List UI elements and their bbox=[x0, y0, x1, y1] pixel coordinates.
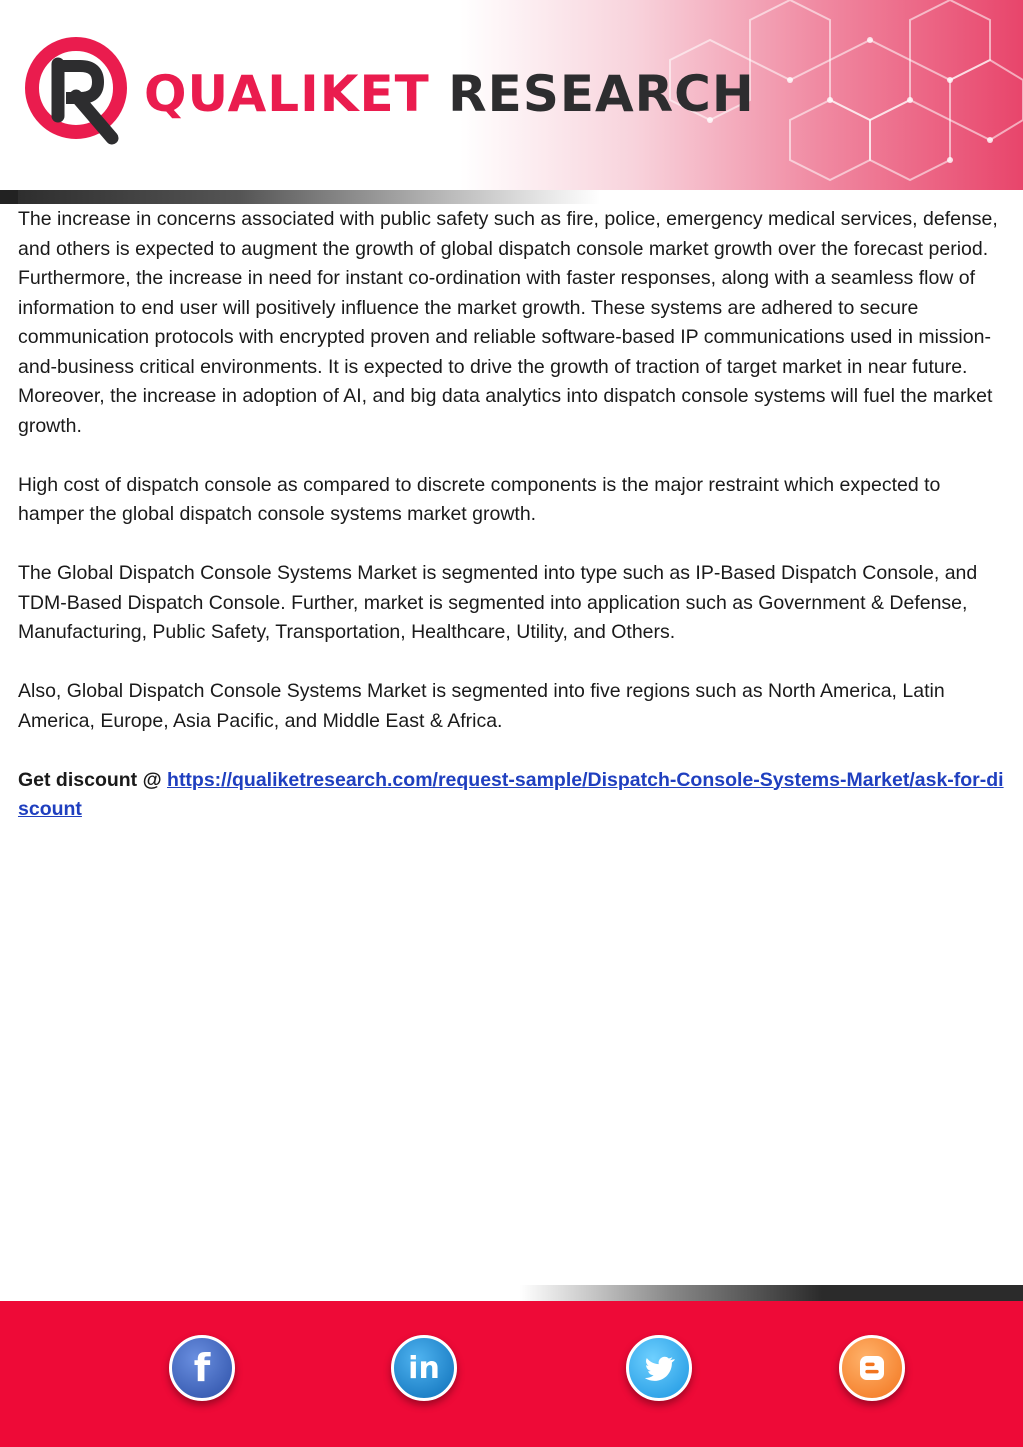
discount-call-to-action bbox=[18, 766, 1008, 825]
brand-name bbox=[144, 64, 755, 124]
header-divider bbox=[0, 190, 600, 204]
header-divider-accent bbox=[0, 190, 18, 204]
page-header bbox=[0, 0, 1023, 190]
paragraph-market-drivers: The increase in concerns associated with public safety such as fire, police, emergency medical services, defense, and others is expected to augment the growth of global dispatch console market growth over the forecast period. Furthermore, the increase in need for instant co-ordination with faster responses, along with a seamless flow of information to end user will positively influence the market growth. These systems are adhered to secure communication protocols with encrypted proven and reliable software-based IP communications used in mission-and-business critical environments. It is expected to drive the growth of traction of target market in near future. Moreover, the increase in adoption of AI, and big data analytics into dispatch console systems will fuel the market growth. bbox=[18, 208, 998, 437]
brand-name-part1: QUALIKET bbox=[144, 65, 430, 123]
blogger-icon[interactable] bbox=[839, 1335, 905, 1401]
brand-name-part2: RESEARCH bbox=[448, 65, 755, 123]
discount-label: Get discount @ bbox=[18, 768, 168, 791]
linkedin-icon[interactable]: in bbox=[391, 1335, 457, 1401]
blogger-glyph bbox=[856, 1352, 888, 1384]
twitter-icon[interactable] bbox=[626, 1335, 692, 1401]
twitter-bird-glyph bbox=[642, 1351, 676, 1385]
paragraph-segmentation: The Global Dispatch Console Systems Market is segmented into type such as IP-Based Dispatch Console, and TDM-Based Dispatch Console. Further, market is segmented into application such as Government & Defense, Manufacturing, Public Safety, Transportation, Healthcare, Utility, and Others. bbox=[18, 562, 978, 643]
paragraph-restraints: High cost of dispatch console as compared to discrete components is the major restraint which expected to hamper the global dispatch console systems market growth. bbox=[18, 473, 941, 525]
article-body bbox=[18, 205, 1008, 854]
paragraph-regions: Also, Global Dispatch Console Systems Market is segmented into five regions such as North America, Latin America, Europe, Asia Pacific, and Middle East & Africa. bbox=[18, 680, 945, 732]
qualiket-logo-icon bbox=[22, 34, 134, 146]
discount-link[interactable]: https://qualiketresearch.com/request-sample/Dispatch-Console-Systems-Market/ask-for-discount bbox=[18, 768, 1004, 820]
footer-divider bbox=[520, 1285, 1023, 1301]
facebook-icon[interactable]: f bbox=[169, 1335, 235, 1401]
